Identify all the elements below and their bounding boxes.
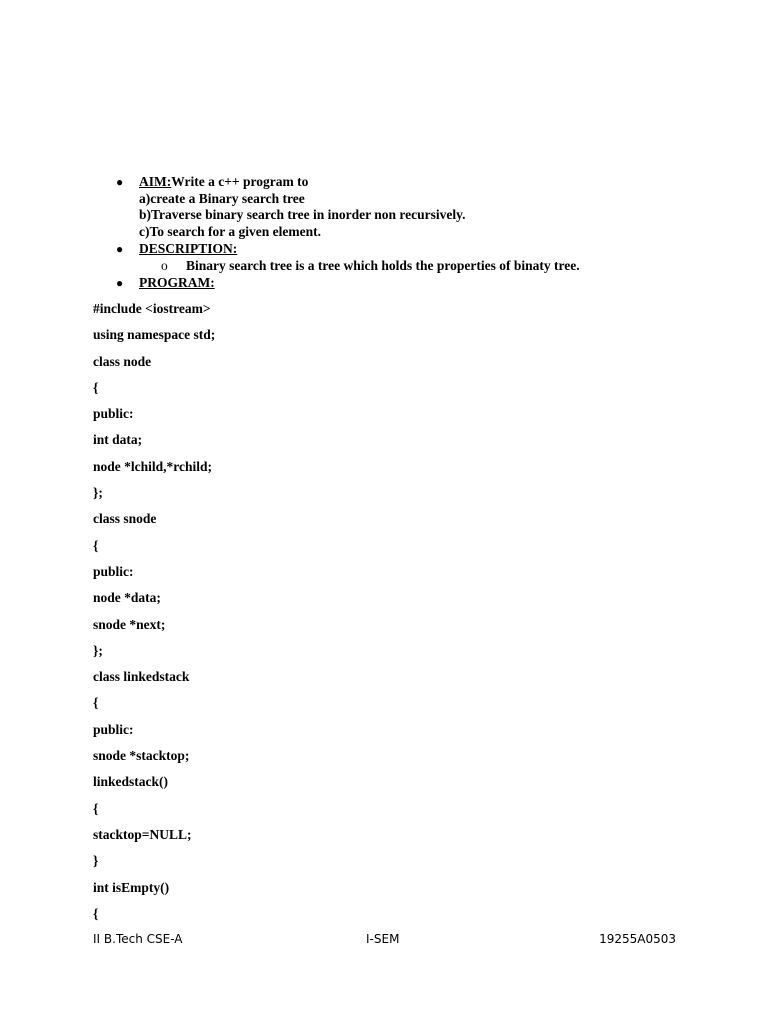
code-line: public: <box>93 563 134 579</box>
footer-semester: I-SEM <box>366 932 400 946</box>
code-line: node *data; <box>93 590 161 606</box>
footer-course: II B.Tech CSE-A <box>93 932 183 946</box>
bullet-dot-icon: ● <box>116 242 124 256</box>
circle-bullet-icon: o <box>161 257 168 273</box>
code-line: { <box>93 379 99 395</box>
code-line: }; <box>93 485 103 501</box>
bullet-dot-icon: ● <box>116 276 124 290</box>
header-bullet-list <box>116 174 736 292</box>
code-line: node *lchild,*rchild; <box>93 458 213 474</box>
page-footer <box>93 932 676 950</box>
description-bullet <box>116 241 736 258</box>
code-line: int data; <box>93 432 143 448</box>
code-block <box>93 300 693 931</box>
code-line: { <box>93 695 99 711</box>
aim-text: Write a c++ program to <box>171 174 309 189</box>
description-sub-bullet <box>116 258 736 275</box>
bullet-dot-icon: ● <box>116 175 124 189</box>
aim-item: a)create a Binary search tree <box>139 190 305 206</box>
code-line: class snode <box>93 511 157 527</box>
program-bullet <box>116 275 736 292</box>
code-line: using namespace std; <box>93 327 216 343</box>
code-line: snode *stacktop; <box>93 748 190 764</box>
code-line: } <box>93 853 99 869</box>
code-line: stacktop=NULL; <box>93 826 192 842</box>
code-line: linkedstack() <box>93 774 169 790</box>
code-line: snode *next; <box>93 616 166 632</box>
code-line: { <box>93 537 99 553</box>
code-line: int isEmpty() <box>93 879 170 895</box>
code-line: class linkedstack <box>93 669 190 685</box>
aim-item: c)To search for a given element. <box>139 223 321 239</box>
code-line: { <box>93 905 99 921</box>
description-label: DESCRIPTION: <box>139 241 238 256</box>
code-line: public: <box>93 406 134 422</box>
footer-roll-number: 19255A0503 <box>599 932 676 946</box>
code-line: }; <box>93 642 103 658</box>
code-line: public: <box>93 721 134 737</box>
description-text: Binary search tree is a tree which holds the properties of binaty tree. <box>186 257 580 273</box>
aim-label: AIM: <box>139 174 172 189</box>
program-label: PROGRAM: <box>139 275 215 290</box>
aim-item: b)Traverse binary search tree in inorder non recursively. <box>139 207 466 222</box>
code-line: class node <box>93 353 152 369</box>
aim-bullet <box>116 174 736 191</box>
code-line: #include <iostream> <box>93 301 211 316</box>
code-line: { <box>93 800 99 816</box>
